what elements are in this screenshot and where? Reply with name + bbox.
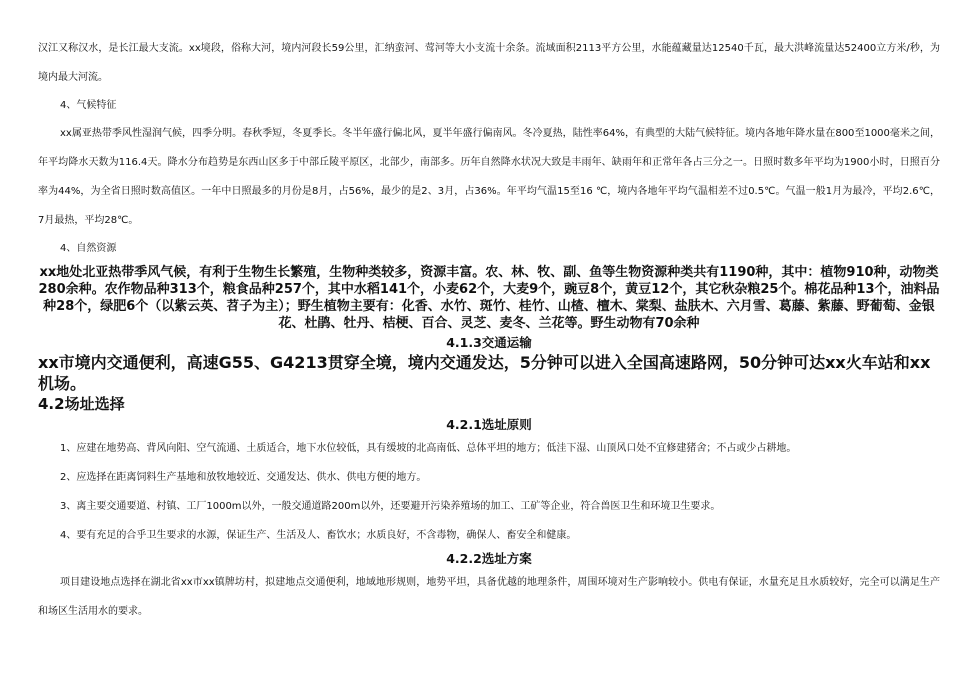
paragraph-climate: xx属亚热带季风性湿润气候，四季分明。春秋季短，冬夏季长。冬半年盛行偏北风，夏半年盛行偏南风。冬冷夏热，陆性率64%，有典型的大陆气候特征。境内各地年降水量在800至1000毫米之间，年平均降水天数为116.4天。降水分布趋势是东西山区多于中部丘陵平原区，北部少，南部多。历年自然降水状况大致是丰雨年、缺雨年和正常年各占三分之一。日照时数多年平均为1900小时，日照百分率为44%，为全省日照时数高值区。一年中日照最多的月份是8月，占56%，最少的是2、3月，占36%。年平均气温15至16 ℃，境内各地年平均气温相差不过0.5℃。气温一般1月为最冷，平均2.6℃，7月最热，平均28℃。 — [38, 128, 940, 226]
heading-climate: 4、气候特征 — [60, 100, 117, 111]
list-item: 2、应选择在距离饲料生产基地和放牧地较近、交通发达、供水、供电方便的地方。 — [60, 472, 427, 483]
list-item: 3、离主要交通要道、村镇、工厂1000m以外，一般交通道路200m以外，还要避开污染养殖场的加工、工矿等企业，符合兽医卫生和环境卫生要求。 — [60, 501, 721, 512]
heading-plan: 4.2.2选址方案 — [446, 551, 532, 566]
heading-resources: 4、自然资源 — [60, 243, 117, 254]
heading-principle: 4.2.1选址原则 — [446, 417, 532, 432]
paragraph-river: 汉江又称汉水，是长江最大支流。xx境段，俗称大河，境内河段长59公里，汇纳蛮河、莺河等大小支流十余条。流域面积2113平方公里，水能蕴藏量达12540千瓦，最大洪峰流量达52400立方米/秒，为境内最大河流。 — [38, 43, 940, 83]
heading-site-selection: 4.2场址选择 — [38, 395, 125, 413]
paragraph-plan: 项目建设地点选择在湖北省xx市xx镇牌坊村，拟建地点交通便利，地域地形规则，地势平坦，具备优越的地理条件，周围环境对生产影响较小。供电有保证，水量充足且水质较好，完全可以满足生产和场区生活用水的要求。 — [38, 577, 940, 617]
paragraph-resources: xx地处北亚热带季风气候，有利于生物生长繁殖，生物种类较多，资源丰富。农、林、牧、副、鱼等生物资源种类共有1190种，其中：植物910种，动物类280余种。农作物品种313个，粮食品种257个，其中水稻141个，小麦62个，大麦9个，豌豆8个，黄豆12个，其它秋杂粮25个。棉花品种13个，油料品种28个，绿肥6个（以紫云英、苕子为主）；野生植物主要有：化香、水竹、斑竹、桂竹、山楂、檀木、棠梨、盐肤木、六月雪、葛藤、紫藤、野葡萄、金银花、杜鹃、牡丹、桔梗、百合、灵芝、麦冬、兰花等。野生动物有70余种 — [38, 265, 940, 331]
heading-transport: 4.1.3交通运输 — [446, 335, 532, 350]
document-page — [38, 34, 940, 626]
paragraph-transport: xx市境内交通便利，高速G55、G4213贯穿全境，境内交通发达，5分钟可以进入全国高速路网，50分钟可达xx火车站和xx机场。 — [38, 353, 931, 393]
list-item: 4、要有充足的合乎卫生要求的水源，保证生产、生活及人、畜饮水；水质良好，不含毒物，确保人、畜安全和健康。 — [60, 530, 577, 541]
list-item: 1、应建在地势高、背风向阳、空气流通、土质适合，地下水位较低，具有缓坡的北高南低、总体平坦的地方；低洼下湿、山顶风口处不宜修建猪舍；不占或少占耕地。 — [60, 443, 797, 454]
